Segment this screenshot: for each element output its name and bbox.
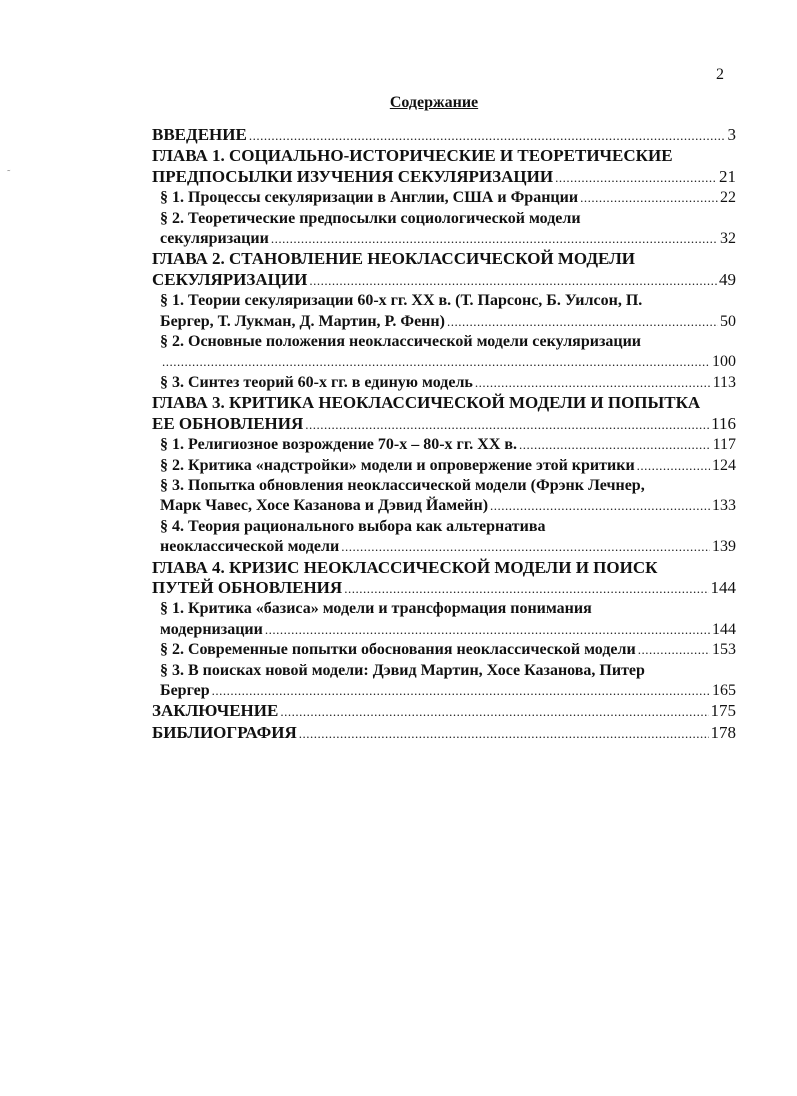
toc-entry-leader-row bbox=[152, 723, 736, 744]
toc-entry-page-number: 21 bbox=[719, 166, 736, 186]
toc-entry-page-number: 139 bbox=[712, 538, 736, 556]
toc-entry-title-line: ЕЕ ОБНОВЛЕНИЯ bbox=[152, 413, 304, 433]
toc-entry-section bbox=[152, 517, 736, 558]
toc-entry-page-number: 124 bbox=[712, 456, 736, 474]
dot-leader bbox=[490, 496, 710, 516]
toc-entry-page-number: 32 bbox=[720, 230, 736, 248]
toc-entry-page-number: 178 bbox=[710, 722, 736, 742]
toc-entry-leader-row bbox=[160, 312, 736, 332]
toc-entry-page-number: 49 bbox=[719, 269, 736, 289]
toc-entry-page-number: 50 bbox=[720, 312, 736, 330]
toc-entry-page-number: 113 bbox=[712, 373, 736, 391]
dot-leader bbox=[341, 537, 710, 557]
toc-entry-title-line: § 3. В поисках новой модели: Дэвид Мартин, Хосе Казанова, Питер bbox=[160, 661, 645, 679]
toc-entry-title-line: § 2. Основные положения неоклассической модели секуляризации bbox=[160, 333, 642, 351]
toc-entry-chapter bbox=[152, 558, 736, 600]
toc-entry-section bbox=[152, 476, 736, 517]
toc-entry-title-line: § 1. Религиозное возрождение 70-х – 80-х гг. XX в. bbox=[160, 436, 518, 454]
page-number: 2 bbox=[716, 66, 724, 83]
toc-entry-title-line: Марк Чавес, Хосе Казанова и Дэвид Йамейн) bbox=[160, 497, 489, 515]
toc-entry-leader-row bbox=[152, 270, 736, 291]
toc-entry-title-line: § 2. Критика «надстройки» модели и опровержение этой критики bbox=[160, 456, 635, 474]
dot-leader bbox=[475, 373, 711, 393]
toc-entry-title-line: § 2. Современные попытки обоснования неоклассической модели bbox=[160, 641, 636, 659]
toc-entry-section bbox=[152, 456, 736, 476]
toc-entry-page-number: 117 bbox=[712, 436, 736, 454]
toc-entry-leader-row bbox=[160, 188, 736, 208]
dot-leader bbox=[212, 681, 710, 701]
dot-leader bbox=[309, 271, 717, 291]
toc-entry-title-line: ГЛАВА 4. КРИЗИС НЕОКЛАССИЧЕСКОЙ МОДЕЛИ И ПОИСК bbox=[152, 557, 658, 577]
toc-entry-title-line: Бергер bbox=[160, 681, 210, 699]
dot-leader bbox=[265, 620, 710, 640]
toc-entry-title-line: ПУТЕЙ ОБНОВЛЕНИЯ bbox=[152, 577, 343, 597]
toc-entry-leader-row bbox=[160, 681, 736, 701]
dot-leader bbox=[162, 352, 710, 372]
toc-entry-page-number: 153 bbox=[712, 641, 736, 659]
toc-entry-title-line: § 4. Теория рационального выбора как альтернатива bbox=[160, 517, 546, 535]
dot-leader bbox=[638, 640, 710, 660]
toc-entry-title-line: ЗАКЛЮЧЕНИЕ bbox=[152, 701, 279, 721]
toc-entry-leader-row bbox=[152, 414, 736, 435]
toc-entry-page-number: 144 bbox=[710, 577, 736, 597]
toc-entry-leader-row bbox=[160, 496, 736, 516]
toc-entry-section bbox=[152, 209, 736, 250]
toc-entry-title-line: ВВЕДЕНИЕ bbox=[152, 125, 247, 144]
toc-entry-chapter bbox=[152, 701, 736, 722]
toc-entry-section bbox=[152, 291, 736, 332]
toc-entry-chapter bbox=[152, 723, 736, 744]
toc-entry-leader-row bbox=[160, 352, 736, 372]
toc-entry-title-line: ГЛАВА 3. КРИТИКА НЕОКЛАССИЧЕСКОЙ МОДЕЛИ И ПОПЫТКА bbox=[152, 393, 701, 413]
toc-entry-section bbox=[152, 373, 736, 393]
toc-entry-section bbox=[152, 188, 736, 208]
toc-entry-leader-row bbox=[152, 167, 736, 188]
toc-entry-section bbox=[152, 640, 736, 660]
toc-entry-page-number: 22 bbox=[720, 189, 736, 207]
dot-leader bbox=[344, 579, 708, 599]
toc-entry-title-line: § 2. Теоретические предпосылки социологической модели bbox=[160, 209, 581, 227]
toc-entry-page-number: 100 bbox=[712, 353, 736, 371]
toc-entry-title-line: неоклассической модели bbox=[160, 538, 340, 556]
dot-leader bbox=[447, 312, 718, 332]
dot-leader bbox=[280, 702, 708, 722]
toc-entry-title-line: § 3. Попытка обновления неоклассической модели (Фрэнк Лечнер, bbox=[160, 476, 645, 494]
toc-entry-leader-row bbox=[160, 640, 736, 660]
dot-leader bbox=[555, 168, 717, 188]
dot-leader bbox=[299, 724, 709, 744]
toc-entry-page-number: 3 bbox=[727, 125, 736, 144]
dot-leader bbox=[249, 126, 726, 146]
dot-leader bbox=[580, 188, 718, 208]
toc-entry-page-number: 144 bbox=[712, 620, 736, 638]
toc-entry-leader-row bbox=[160, 537, 736, 557]
stray-mark: ˜ bbox=[7, 169, 11, 180]
table-of-contents bbox=[152, 125, 736, 744]
toc-entry-title-line: Бергер, Т. Лукман, Д. Мартин, Р. Фенн) bbox=[160, 312, 445, 330]
toc-title: Содержание bbox=[389, 94, 479, 111]
toc-entry-chapter bbox=[152, 146, 736, 188]
toc-entry-page-number: 133 bbox=[712, 497, 736, 515]
toc-entry-title-line: § 3. Синтез теорий 60-х гг. в единую модель bbox=[160, 373, 473, 391]
dot-leader bbox=[519, 435, 711, 455]
toc-entry-leader-row bbox=[160, 620, 736, 640]
toc-entry-leader-row bbox=[160, 229, 736, 249]
toc-entry-leader-row bbox=[152, 578, 736, 599]
toc-entry-chapter bbox=[152, 249, 736, 291]
toc-entry-title-line: § 1. Критика «базиса» модели и трансформация понимания bbox=[160, 600, 592, 618]
dot-leader bbox=[637, 456, 710, 476]
toc-entry-chapter bbox=[152, 125, 736, 146]
toc-entry-title-line: ГЛАВА 1. СОЦИАЛЬНО-ИСТОРИЧЕСКИЕ И ТЕОРЕТИЧЕСКИЕ bbox=[152, 146, 673, 166]
toc-entry-page-number: 165 bbox=[712, 681, 736, 699]
toc-entry-leader-row bbox=[152, 125, 736, 146]
toc-entry-title-line: модернизации bbox=[160, 620, 263, 638]
toc-entry-title-line: ГЛАВА 2. СТАНОВЛЕНИЕ НЕОКЛАССИЧЕСКОЙ МОДЕЛИ bbox=[152, 249, 636, 269]
dot-leader bbox=[271, 229, 718, 249]
toc-entry-section bbox=[152, 435, 736, 455]
toc-entry-leader-row bbox=[160, 456, 736, 476]
toc-entry-title-line: ПРЕДПОСЫЛКИ ИЗУЧЕНИЯ СЕКУЛЯРИЗАЦИИ bbox=[152, 166, 554, 186]
toc-entry-leader-row bbox=[160, 435, 736, 455]
toc-entry-leader-row bbox=[160, 373, 736, 393]
toc-entry-leader-row bbox=[152, 701, 736, 722]
toc-entry-page-number: 175 bbox=[710, 701, 736, 721]
toc-entry-chapter bbox=[152, 393, 736, 435]
toc-entry-section bbox=[152, 599, 736, 640]
toc-entry-section bbox=[152, 332, 736, 373]
toc-entry-title-line: § 1. Теории секуляризации 60-х гг. XX в. (Т. Парсонс, Б. Уилсон, П. bbox=[160, 292, 643, 310]
toc-entry-section bbox=[152, 661, 736, 702]
toc-entry-title-line: БИБЛИОГРАФИЯ bbox=[152, 722, 297, 742]
toc-entry-title-line: § 1. Процессы секуляризации в Англии, США и Франции bbox=[160, 189, 579, 207]
toc-entry-title-line: секуляризации bbox=[160, 230, 269, 248]
toc-entry-page-number: 116 bbox=[711, 413, 736, 433]
dot-leader bbox=[305, 415, 709, 435]
toc-entry-title-line: СЕКУЛЯРИЗАЦИИ bbox=[152, 269, 308, 289]
